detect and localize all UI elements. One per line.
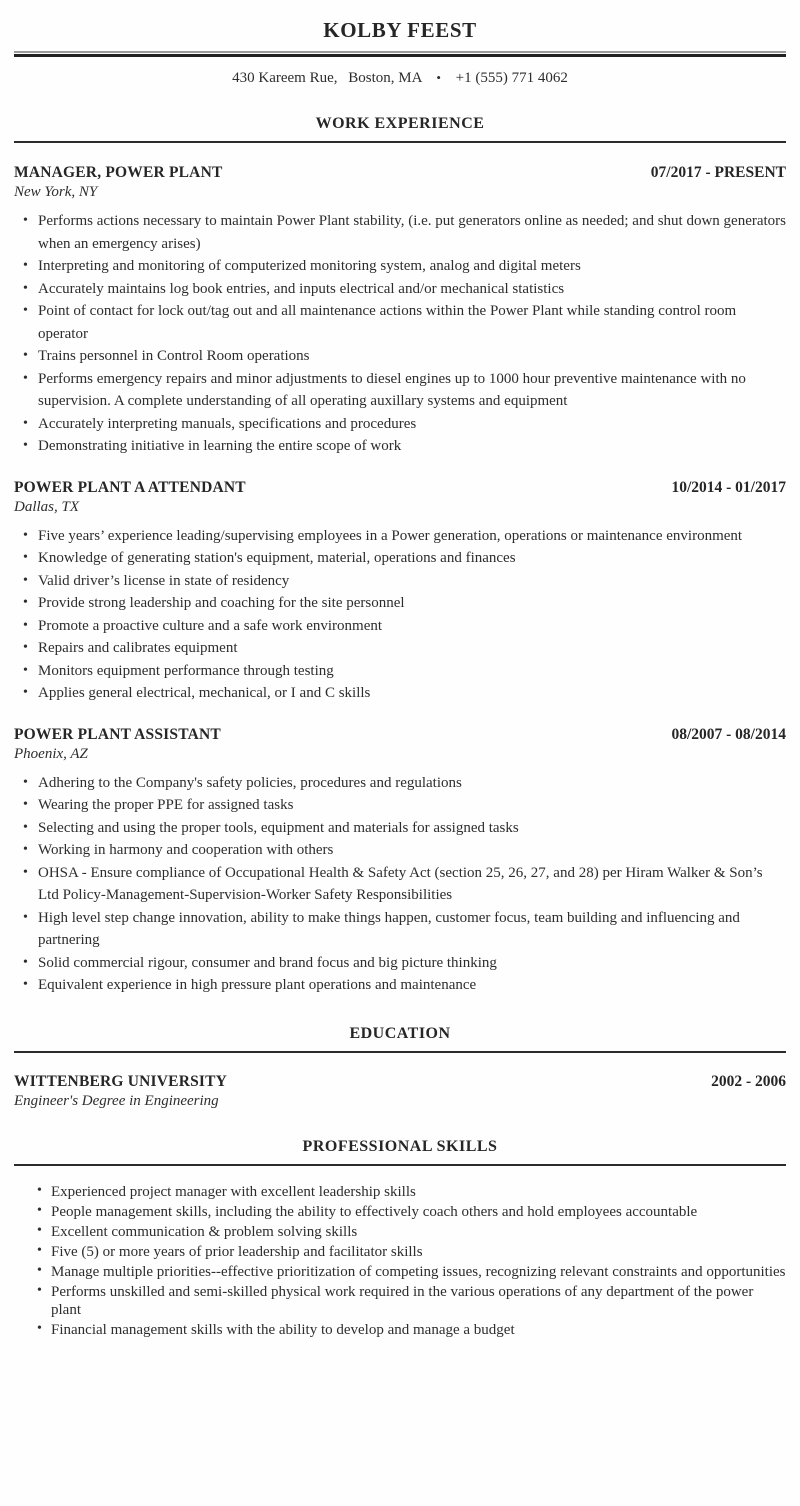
school-name: WITTENBERG UNIVERSITY xyxy=(14,1072,228,1090)
job-bullet-list xyxy=(14,210,786,458)
skill-bullet: • Five (5) or more years of prior leadership and facilitator skills xyxy=(14,1243,786,1261)
skill-bullet: • Manage multiple priorities--effective prioritization of competing issues, recognizing relevant constraints and opportunities xyxy=(14,1263,786,1281)
job-bullet: • Point of contact for lock out/tag out and all maintenance actions within the Power Plant while standing control room operator xyxy=(14,300,786,345)
job-bullet: • Equivalent experience in high pressure plant operations and maintenance xyxy=(14,974,786,997)
job-title: MANAGER, POWER PLANT xyxy=(14,164,223,181)
job-bullet: • Applies general electrical, mechanical, or I and C skills xyxy=(14,682,786,705)
job-location: Dallas, TX xyxy=(14,498,80,515)
education-entry xyxy=(14,1073,786,1110)
job-dates: 10/2014 - 01/2017 xyxy=(671,478,786,496)
job-bullet: • High level step change innovation, ability to make things happen, customer focus, team building and influencing and partnering xyxy=(14,907,786,952)
skill-bullet: • Experienced project manager with excellent leadership skills xyxy=(14,1183,786,1201)
job-bullet: • Valid driver’s license in state of residency xyxy=(14,570,786,593)
job-bullet: • Provide strong leadership and coaching for the site personnel xyxy=(14,592,786,615)
header-double-divider xyxy=(14,51,786,57)
job-dates: 08/2007 - 08/2014 xyxy=(671,725,786,743)
job-bullet: • Demonstrating initiative in learning the entire scope of work xyxy=(14,435,786,458)
job-bullet: • OHSA - Ensure compliance of Occupational Health & Safety Act (section 25, 26, 27, and 28) per Hiram Walker & Son’s Ltd Policy-Management-Supervision-Worker Safety Responsibilities xyxy=(14,862,786,907)
job-title: POWER PLANT ASSISTANT xyxy=(14,725,221,743)
job-bullet: • Performs emergency repairs and minor adjustments to diesel engines up to 1000 hour preventive maintenance with no supervision. A complete understanding of all operating auxillary systems and equipment xyxy=(14,368,786,413)
job-entry-manager-power-plant xyxy=(14,164,786,458)
contact-city: Boston, MA xyxy=(348,70,422,86)
job-bullet: • Performs actions necessary to maintain Power Plant stability, (i.e. put generators online as needed; and shut down generators when an emergency arises) xyxy=(14,210,786,255)
job-entry-power-plant-a-attendant xyxy=(14,479,786,705)
job-bullet-list xyxy=(14,772,786,997)
job-bullet: • Accurately interpreting manuals, specifications and procedures xyxy=(14,413,786,436)
job-bullet: • Selecting and using the proper tools, equipment and materials for assigned tasks xyxy=(14,817,786,840)
job-bullet: • Wearing the proper PPE for assigned tasks xyxy=(14,794,786,817)
job-dates: 07/2017 - PRESENT xyxy=(650,164,786,181)
education-header-row xyxy=(14,1073,786,1091)
job-bullet: • Knowledge of generating station's equipment, material, operations and finances xyxy=(14,547,786,570)
job-bullet: • Trains personnel in Control Room operations xyxy=(14,345,786,368)
section-divider xyxy=(14,1164,786,1166)
education-title: EDUCATION xyxy=(349,1024,451,1042)
section-education xyxy=(14,1025,786,1110)
job-bullet: • Accurately maintains log book entries, and inputs electrical and/or mechanical statistics xyxy=(14,278,786,301)
skill-bullet: • Excellent communication & problem solving skills xyxy=(14,1223,786,1241)
section-professional-skills xyxy=(14,1138,786,1339)
resume-header xyxy=(14,18,786,87)
contact-separator-dot: • xyxy=(436,70,441,85)
job-entry-power-plant-assistant xyxy=(14,726,786,997)
contact-address: 430 Kareem Rue, xyxy=(232,70,338,86)
job-bullet: • Monitors equipment performance through testing xyxy=(14,660,786,683)
job-bullet: • Five years’ experience leading/supervising employees in a Power generation, operations or maintenance environment xyxy=(14,525,786,548)
job-bullet: • Working in harmony and cooperation with others xyxy=(14,839,786,862)
professional-skills-title: PROFESSIONAL SKILLS xyxy=(302,1137,498,1155)
job-header-row xyxy=(14,479,786,497)
contact-phone: +1 (555) 771 4062 xyxy=(455,70,568,86)
job-bullet: • Repairs and calibrates equipment xyxy=(14,637,786,660)
contact-line xyxy=(14,70,786,87)
job-header-row xyxy=(14,164,786,182)
skills-bullet-list xyxy=(14,1183,786,1339)
section-work-experience xyxy=(14,115,786,997)
skill-bullet: • People management skills, including the ability to effectively coach others and hold employees accountable xyxy=(14,1203,786,1221)
job-bullet-list xyxy=(14,525,786,705)
job-title: POWER PLANT A ATTENDANT xyxy=(14,478,246,496)
skill-bullet: • Financial management skills with the ability to develop and manage a budget xyxy=(14,1321,786,1339)
section-divider xyxy=(14,1051,786,1053)
job-bullet: • Interpreting and monitoring of computerized monitoring system, analog and digital meters xyxy=(14,255,786,278)
job-bullet: • Promote a proactive culture and a safe work environment xyxy=(14,615,786,638)
job-location: Phoenix, AZ xyxy=(14,745,88,762)
job-bullet: • Solid commercial rigour, consumer and brand focus and big picture thinking xyxy=(14,952,786,975)
work-experience-title: WORK EXPERIENCE xyxy=(315,115,485,132)
section-divider xyxy=(14,141,786,143)
job-header-row xyxy=(14,726,786,744)
degree-name: Engineer's Degree in Engineering xyxy=(14,1092,219,1109)
job-bullet: • Adhering to the Company's safety policies, procedures and regulations xyxy=(14,772,786,795)
skill-bullet: • Performs unskilled and semi-skilled physical work required in the various operations of any department of the power plant xyxy=(14,1283,786,1319)
candidate-name: KOLBY FEEST xyxy=(323,18,477,42)
job-location: New York, NY xyxy=(14,184,98,200)
education-dates: 2002 - 2006 xyxy=(711,1072,786,1090)
